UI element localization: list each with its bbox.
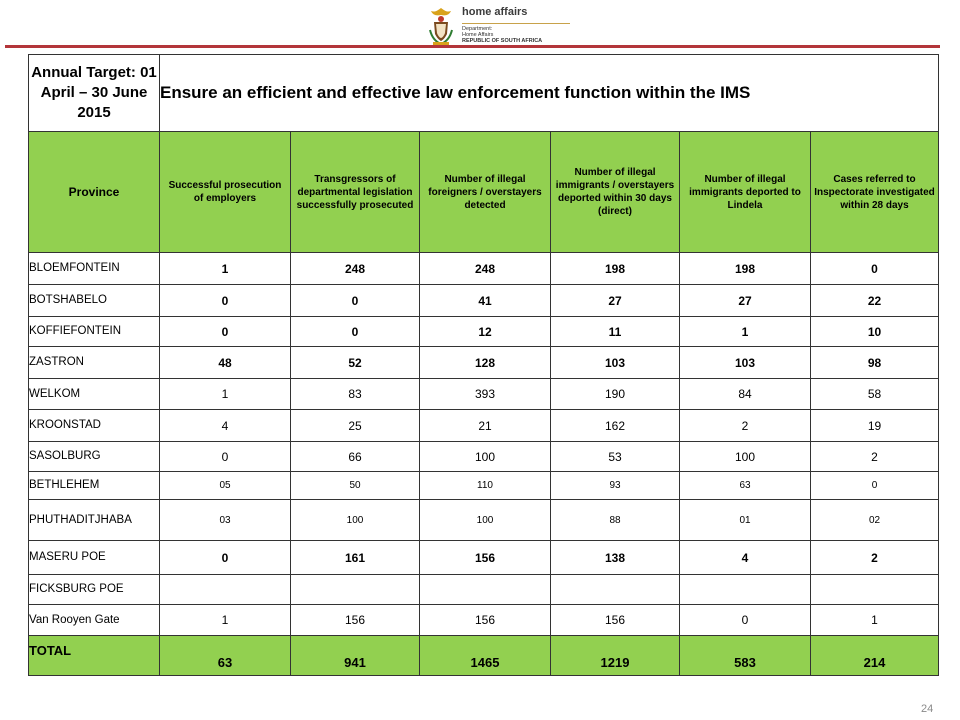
- law-enforcement-table: [28, 54, 939, 676]
- table-row: [29, 253, 939, 285]
- column-header: Successful prosecution of employers: [160, 132, 291, 253]
- province-name: BLOEMFONTEIN: [29, 253, 160, 285]
- table-cell: 1: [160, 253, 291, 285]
- table-cell: 25: [291, 410, 420, 442]
- column-header-row: [29, 132, 939, 253]
- table-cell: 103: [680, 347, 811, 379]
- total-cell: 583: [680, 636, 811, 676]
- table-cell: 98: [811, 347, 939, 379]
- table-cell: 161: [291, 541, 420, 575]
- total-cell: 63: [160, 636, 291, 676]
- province-name: MASERU POE: [29, 541, 160, 575]
- table-cell: 84: [680, 379, 811, 410]
- table-cell: 0: [811, 253, 939, 285]
- table-cell: 100: [420, 442, 551, 472]
- header-divider: [5, 45, 940, 48]
- logo-line-1: Department:: [462, 26, 493, 32]
- logo-line-2: Home Affairs: [462, 32, 494, 38]
- logo-rule: [462, 23, 570, 24]
- table-cell: 156: [420, 605, 551, 636]
- province-name: WELKOM: [29, 379, 160, 410]
- table-cell: 63: [680, 472, 811, 500]
- table-row: [29, 379, 939, 410]
- table-cell: 88: [551, 500, 680, 541]
- table-cell: 0: [291, 285, 420, 317]
- objective-cell: Ensure an efficient and effective law enforcement function within the IMS: [160, 55, 939, 132]
- table-cell: 100: [680, 442, 811, 472]
- province-name: SASOLBURG: [29, 442, 160, 472]
- coat-of-arms-icon: [426, 6, 456, 46]
- table-cell: 0: [680, 605, 811, 636]
- table-cell: [160, 575, 291, 605]
- table-row: [29, 410, 939, 442]
- table-cell: 0: [160, 317, 291, 347]
- table-cell: 1: [680, 317, 811, 347]
- table-row: [29, 541, 939, 575]
- table-cell: 103: [551, 347, 680, 379]
- province-name: ZASTRON: [29, 347, 160, 379]
- table-row: [29, 347, 939, 379]
- table-cell: 2: [811, 442, 939, 472]
- table-cell: 2: [811, 541, 939, 575]
- table-cell: 248: [420, 253, 551, 285]
- table-cell: 0: [811, 472, 939, 500]
- column-header: Number of illegal foreigners / overstayers detected: [420, 132, 551, 253]
- table-cell: [420, 575, 551, 605]
- table-cell: 03: [160, 500, 291, 541]
- table-cell: 156: [291, 605, 420, 636]
- table-cell: 2: [680, 410, 811, 442]
- table-cell: 10: [811, 317, 939, 347]
- table-cell: 27: [551, 285, 680, 317]
- table-cell: 4: [160, 410, 291, 442]
- title-row: [29, 55, 939, 132]
- table-cell: 0: [291, 317, 420, 347]
- province-name: KROONSTAD: [29, 410, 160, 442]
- column-header: Number of illegal immigrants deported to Lindela: [680, 132, 811, 253]
- total-cell: 941: [291, 636, 420, 676]
- table-cell: 48: [160, 347, 291, 379]
- table-cell: 198: [680, 253, 811, 285]
- table-cell: [551, 575, 680, 605]
- table-cell: 50: [291, 472, 420, 500]
- total-row: [29, 636, 939, 676]
- column-header: Cases referred to Inspectorate investigated within 28 days: [811, 132, 939, 253]
- table-row: [29, 317, 939, 347]
- table-cell: 05: [160, 472, 291, 500]
- table-cell: 156: [420, 541, 551, 575]
- table-row: [29, 500, 939, 541]
- table-cell: 12: [420, 317, 551, 347]
- table-cell: 0: [160, 541, 291, 575]
- table-cell: 1: [811, 605, 939, 636]
- province-name: KOFFIEFONTEIN: [29, 317, 160, 347]
- table-cell: 198: [551, 253, 680, 285]
- home-affairs-logo: [426, 6, 576, 48]
- table-cell: 248: [291, 253, 420, 285]
- table-cell: 138: [551, 541, 680, 575]
- table-cell: 1: [160, 379, 291, 410]
- table-cell: 01: [680, 500, 811, 541]
- province-name: BETHLEHEM: [29, 472, 160, 500]
- column-header: Transgressors of departmental legislation successfully prosecuted: [291, 132, 420, 253]
- table-cell: 27: [680, 285, 811, 317]
- table-cell: 83: [291, 379, 420, 410]
- logo-line-3: REPUBLIC OF SOUTH AFRICA: [462, 38, 543, 44]
- table-cell: 100: [420, 500, 551, 541]
- table-cell: 190: [551, 379, 680, 410]
- table-row: [29, 605, 939, 636]
- column-header: Number of illegal immigrants / overstayers deported within 30 days (direct): [551, 132, 680, 253]
- total-cell: 1219: [551, 636, 680, 676]
- total-cell: 214: [811, 636, 939, 676]
- table-cell: 0: [160, 442, 291, 472]
- table-cell: 58: [811, 379, 939, 410]
- page-number: 24: [921, 703, 934, 715]
- logo-brand-text: home affairs: [462, 6, 528, 18]
- table-cell: 110: [420, 472, 551, 500]
- table-row: [29, 442, 939, 472]
- table-cell: 53: [551, 442, 680, 472]
- table-cell: [811, 575, 939, 605]
- table-cell: 0: [160, 285, 291, 317]
- table-cell: 4: [680, 541, 811, 575]
- table-cell: 100: [291, 500, 420, 541]
- table-cell: [680, 575, 811, 605]
- table-cell: 41: [420, 285, 551, 317]
- table-cell: 93: [551, 472, 680, 500]
- total-cell: 1465: [420, 636, 551, 676]
- table-cell: 128: [420, 347, 551, 379]
- total-label: TOTAL: [29, 636, 160, 676]
- table-cell: 22: [811, 285, 939, 317]
- column-header: Province: [29, 132, 160, 253]
- table-row: [29, 285, 939, 317]
- table-cell: 66: [291, 442, 420, 472]
- province-name: PHUTHADITJHABA: [29, 500, 160, 541]
- province-name: BOTSHABELO: [29, 285, 160, 317]
- table-cell: 21: [420, 410, 551, 442]
- table-cell: 162: [551, 410, 680, 442]
- table-cell: 19: [811, 410, 939, 442]
- table-row: [29, 575, 939, 605]
- table-cell: 393: [420, 379, 551, 410]
- table-cell: 1: [160, 605, 291, 636]
- table-row: [29, 472, 939, 500]
- province-name: Van Rooyen Gate: [29, 605, 160, 636]
- table-cell: 02: [811, 500, 939, 541]
- table-cell: 11: [551, 317, 680, 347]
- table-cell: 156: [551, 605, 680, 636]
- annual-target-cell: Annual Target: 01 April – 30 June 2015: [29, 55, 160, 132]
- table-cell: [291, 575, 420, 605]
- table-cell: 52: [291, 347, 420, 379]
- province-name: FICKSBURG POE: [29, 575, 160, 605]
